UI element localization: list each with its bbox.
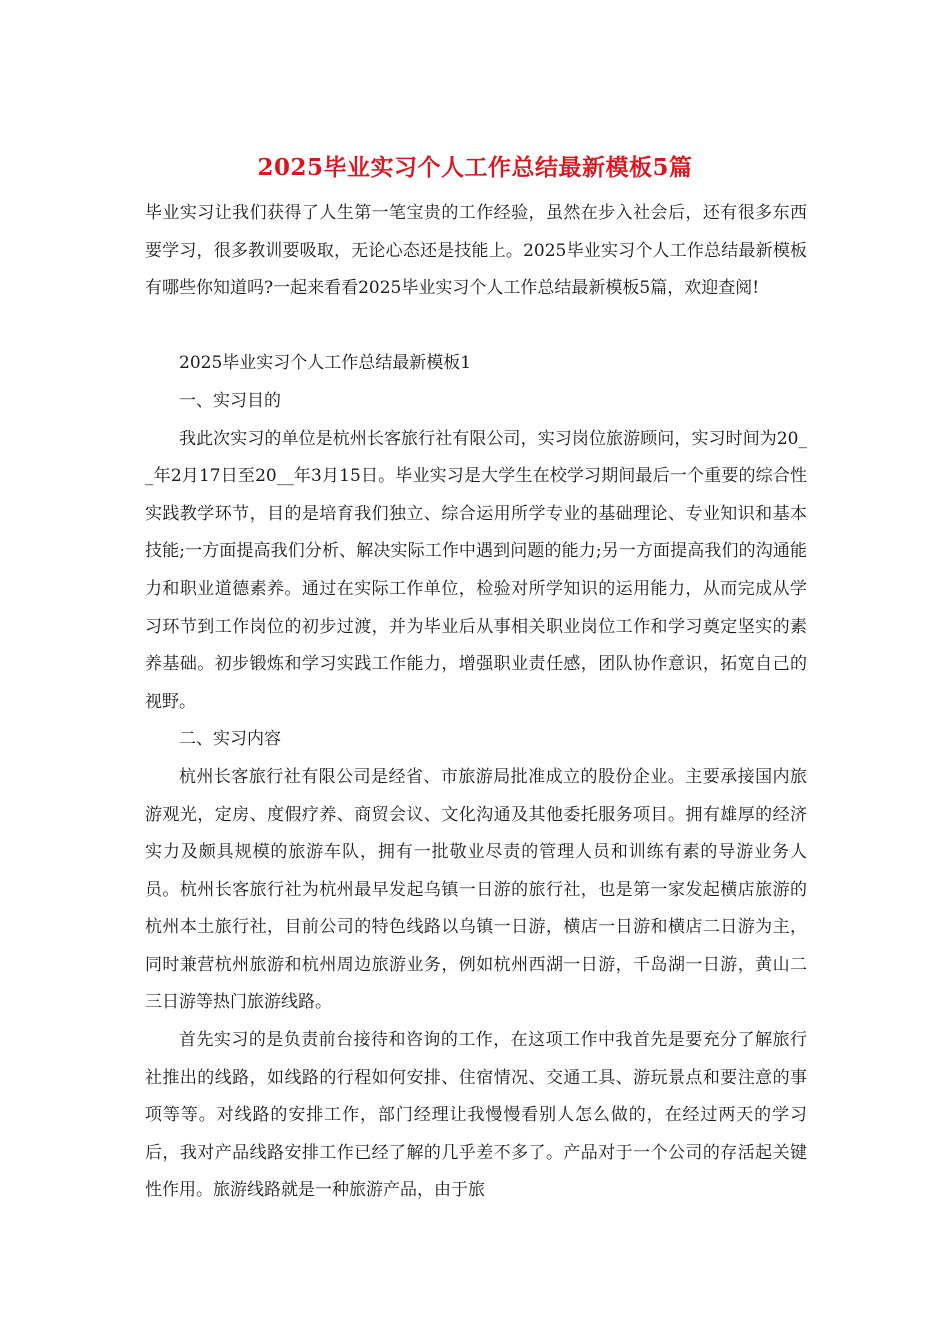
paragraph-front-desk-work: 首先实习的是负责前台接待和咨询的工作，在这项工作中我首先是要充分了解旅行社推出的线路，如线路的行程如何安排、住宿情况、交通工具、游玩景点和要注意的事项等等。对线路的安排工作，部门经理让我慢慢看别人怎么做的，在经过两天的学习后，我对产品线路安排工作已经了解的几乎差不多了。产品对于一个公司的存活起关键性作用。旅游线路就是一种旅游产品，由于旅: [145, 1030, 807, 1201]
document-body: [145, 195, 807, 1210]
section-heading: 2025毕业实习个人工作总结最新模板1: [179, 353, 472, 374]
heading-internship-content: 二、实习内容: [179, 729, 281, 750]
intro-paragraph: 毕业实习让我们获得了人生第一笔宝贵的工作经验，虽然在步入社会后，还有很多东西要学习，很多教训要吸取，无论心态还是技能上。2025毕业实习个人工作总结最新模板有哪些你知道吗?一起来看看2025毕业实习个人工作总结最新模板5篇，欢迎查阅!: [145, 203, 807, 299]
blank-line: [145, 308, 807, 346]
paragraph-company-intro: 杭州长客旅行社有限公司是经省、市旅游局批准成立的股份企业。主要承接国内旅游观光，定房、度假疗养、商贸会议、文化沟通及其他委托服务项目。拥有雄厚的经济实力及颇具规模的旅游车队，拥有一批敬业尽责的管理人员和训练有素的导游业务人员。杭州长客旅行社为杭州最早发起乌镇一日游的旅行社，也是第一家发起横店旅游的杭州本土旅行社，目前公司的特色线路以乌镇一日游，横店一日游和横店二日游为主，同时兼营杭州旅游和杭州周边旅游业务，例如杭州西湖一日游，千岛湖一日游，黄山二三日游等热门旅游线路。: [145, 766, 807, 1013]
paragraph-internship-purpose: 我此次实习的单位是杭州长客旅行社有限公司，实习岗位旅游顾问，实习时间为20__年2月17日至20__年3月15日。毕业实习是大学生在校学习期间最后一个重要的综合性实践教学环节，目的是培育我们独立、综合运用所学专业的基础理论、专业知识和基本技能;一方面提高我们分析、解决实际工作中遇到问题的能力;另一方面提高我们的沟通能力和职业道德素养。通过在实际工作单位，检验对所学知识的运用能力，从而完成从学习环节到工作岗位的初步过渡，并为毕业后从事相关职业岗位工作和学习奠定坚实的素养基础。初步锻炼和学习实践工作能力，增强职业责任感，团队协作意识，拓宽自己的视野。: [145, 428, 807, 712]
document-title: 2025毕业实习个人工作总结最新模板5篇: [257, 154, 693, 181]
heading-internship-purpose: 一、实习目的: [179, 390, 281, 411]
